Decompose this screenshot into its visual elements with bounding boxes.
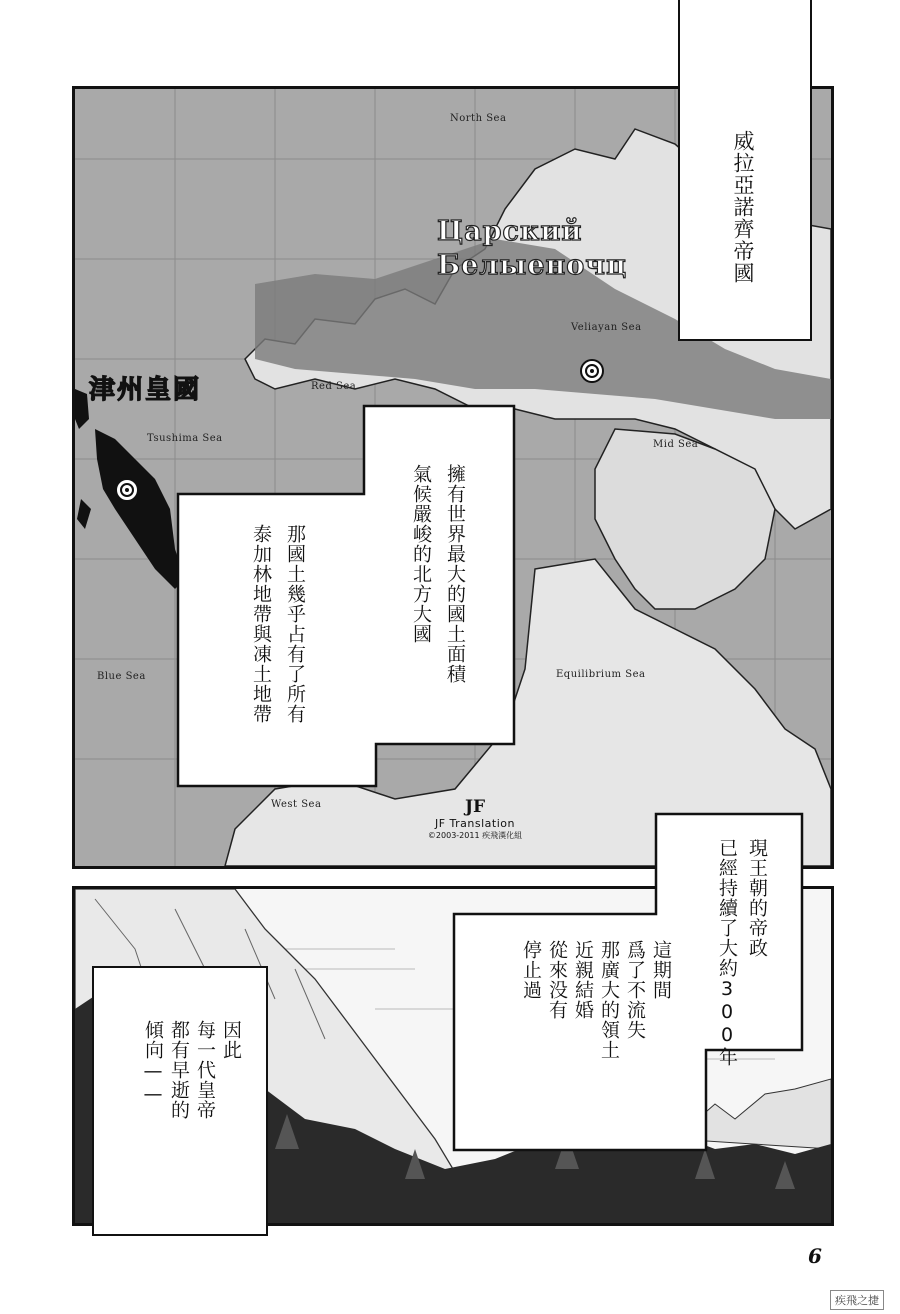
sea-label-north: North Sea bbox=[450, 113, 507, 124]
caption-marriage-line5: 從來没有 bbox=[546, 940, 568, 1020]
caption-marriage-line1: 這期間 bbox=[650, 940, 672, 1000]
caption-marriage-line4: 近親結婚 bbox=[572, 940, 594, 1020]
tsushu-label: 津州皇國 bbox=[89, 375, 202, 405]
sea-label-tsushima: Tsushima Sea bbox=[147, 433, 223, 444]
sea-label-blue: Blue Sea bbox=[97, 671, 146, 682]
footer-tag: 疾飛之捷 bbox=[830, 1290, 884, 1310]
capital-marker-tsushu bbox=[116, 479, 138, 501]
sea-label-mid: Mid Sea bbox=[653, 439, 699, 450]
caption-emperor-line4: 傾向—— bbox=[142, 1020, 164, 1106]
page-number: 6 bbox=[808, 1244, 822, 1268]
caption-emperor-line3: 都有早逝的 bbox=[168, 1020, 190, 1120]
caption-territory-line2: 泰加林地帶與凍土地帶 bbox=[250, 524, 272, 724]
caption-dynasty bbox=[452, 812, 804, 1152]
caption-northern-power bbox=[176, 404, 516, 788]
capital-marker-imperial bbox=[581, 360, 603, 382]
caption-dynasty-line2: 已經持續了大約300年 bbox=[716, 838, 738, 1067]
caption-marriage-line3: 那廣大的領土 bbox=[598, 940, 620, 1060]
sea-label-equilibrium: Equilibrium Sea bbox=[556, 669, 646, 680]
caption-marriage-line2: 爲了不流失 bbox=[624, 940, 646, 1040]
caption-largest-line2: 氣候嚴峻的北方大國 bbox=[410, 464, 432, 644]
caption-empire-name bbox=[678, 0, 812, 341]
caption-emperor-line1: 因此 bbox=[220, 1020, 242, 1060]
credit-name: JF Translation bbox=[434, 817, 515, 830]
caption-territory-line1: 那國土幾乎占有了所有 bbox=[284, 524, 306, 724]
empire-label-line2: Белыеночц bbox=[437, 250, 628, 281]
caption-largest-line1: 擁有世界最大的國土面積 bbox=[444, 464, 466, 684]
caption-emperor-line2: 每一代皇帝 bbox=[194, 1020, 216, 1120]
sea-label-red: Red Sea bbox=[311, 381, 357, 392]
credit-copyright: ©2003-2011 疾飛漢化組 bbox=[427, 831, 523, 840]
caption-emperors bbox=[92, 966, 268, 1236]
caption-marriage-line6: 停止過 bbox=[520, 940, 542, 1000]
caption-dynasty-line1: 現王朝的帝政 bbox=[746, 838, 768, 958]
caption-empire-text: 威拉亞諾齊帝國 bbox=[731, 130, 755, 284]
tsushu-islands bbox=[95, 429, 185, 589]
sea-label-west: West Sea bbox=[271, 799, 322, 810]
sea-label-veliayan: Veliayan Sea bbox=[571, 322, 642, 333]
empire-label-russian bbox=[437, 215, 627, 283]
credit-logo: JF bbox=[464, 797, 486, 817]
empire-label-line1: Царский bbox=[437, 216, 583, 247]
